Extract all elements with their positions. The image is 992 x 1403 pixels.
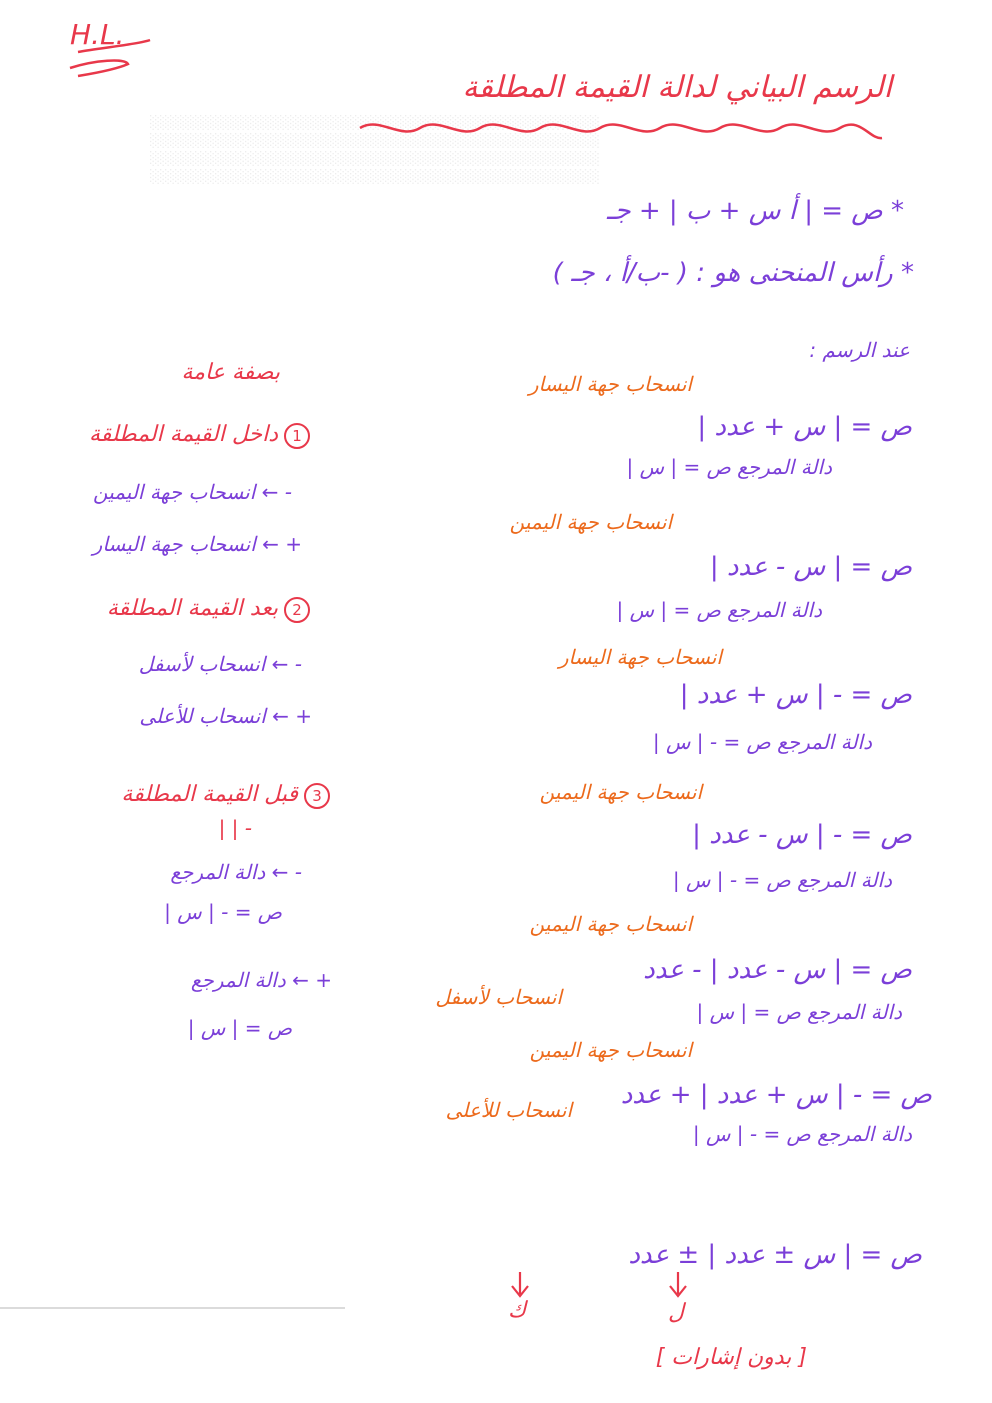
rule-3-subtitle: - | | — [218, 816, 252, 840]
rule-3-plus: + ← دالة المرجع — [190, 968, 332, 992]
rule-2-title — [107, 596, 310, 623]
rule-1-plus: + ← انسحاب جهة اليسار — [92, 532, 302, 556]
rule-1-title — [89, 422, 310, 449]
general-equation: * ص = | أ س + ب | + جـ — [606, 196, 904, 226]
rule-1-minus: - ← انسحاب جهة اليمين — [92, 480, 292, 504]
rule-3-title — [121, 782, 330, 809]
case-2-equation: ص = | س - عدد | — [709, 552, 912, 582]
case-5-shift: انسحاب جهة اليمين — [529, 912, 692, 936]
show-through-text: ░░░░░░░░░░░░░░░░░░░░░░░░░░░░░░░░░░░░░░░░░░░░░ ░░░░░░░░░░░░░░░░░░░░░░░░░░░░░░░░░░░░░░░░░░░░░ ░░░░░░░░░░░░░░░░░░░░░░░░░░░░░░░░░░░░░░░░░░░░░ ░░░░░░░░░░░░░░░░░░░░░░░░░░░░░░░░░░░░░░░░░░░░░ — [150, 116, 600, 185]
case-5-equation: ص = | س - عدد | - عدد — [643, 955, 912, 985]
label-l: ل — [668, 1300, 684, 1325]
case-5-extra-shift: انسحاب لأسفل — [435, 985, 562, 1009]
rule-2-title-text: بعد القيمة المطلقة — [106, 596, 278, 621]
case-6-shift: انسحاب جهة اليمين — [529, 1038, 692, 1062]
case-3-equation: ص = - | س + عدد | — [679, 680, 912, 710]
vertex-formula: * رأس المنحنى هو : ( -ب/أ ، جـ ) — [552, 258, 914, 288]
case-3-shift: انسحاب جهة اليسار — [558, 645, 722, 669]
rule-3-minus-reference: ص = - | س | — [164, 900, 282, 924]
number-1-badge: 1 — [284, 423, 310, 449]
case-6-extra-shift: انسحاب للأعلى — [445, 1098, 572, 1122]
case-2-shift: انسحاب جهة اليمين — [509, 510, 672, 534]
label-k: ك — [508, 1298, 527, 1323]
case-1-reference: دالة المرجع ص = | س | — [626, 455, 832, 479]
page-title: الرسم البياني لدالة القيمة المطلقة — [462, 70, 892, 105]
rule-2-plus: + ← انسحاب للأعلى — [139, 704, 312, 728]
rule-2-minus: - ← انسحاب لأسفل — [138, 652, 302, 676]
case-1-shift: انسحاب جهة اليسار — [528, 372, 692, 396]
when-drawing-label: عند الرسم : — [809, 338, 910, 362]
no-signs-note: [ بدون إشارات ] — [655, 1345, 807, 1370]
case-5-reference: دالة المرجع ص = | س | — [696, 1000, 902, 1024]
case-3-reference: دالة المرجع ص = - | س | — [652, 730, 872, 754]
rule-3-minus: - ← دالة المرجع — [170, 860, 302, 884]
case-6-reference: دالة المرجع ص = - | س | — [692, 1122, 912, 1146]
case-4-reference: دالة المرجع ص = - | س | — [672, 868, 892, 892]
number-2-badge: 2 — [284, 597, 310, 623]
rule-3-title-text: قبل القيمة المطلقة — [121, 782, 298, 807]
summary-equation: ص = | س ± عدد | ± عدد — [628, 1240, 922, 1270]
case-2-reference: دالة المرجع ص = | س | — [616, 598, 822, 622]
number-3-badge: 3 — [304, 783, 330, 809]
case-1-equation: ص = | س + عدد | — [697, 412, 912, 442]
case-4-equation: ص = - | س - عدد | — [692, 820, 912, 850]
rule-1-title-text: داخل القيمة المطلقة — [88, 422, 278, 447]
case-4-shift: انسحاب جهة اليمين — [539, 780, 702, 804]
rule-3-plus-reference: ص = | س | — [187, 1016, 292, 1040]
signature: H.L. — [70, 18, 125, 51]
case-6-equation: ص = - | س + عدد | + عدد — [620, 1080, 932, 1110]
general-heading: بصفة عامة — [181, 360, 280, 385]
